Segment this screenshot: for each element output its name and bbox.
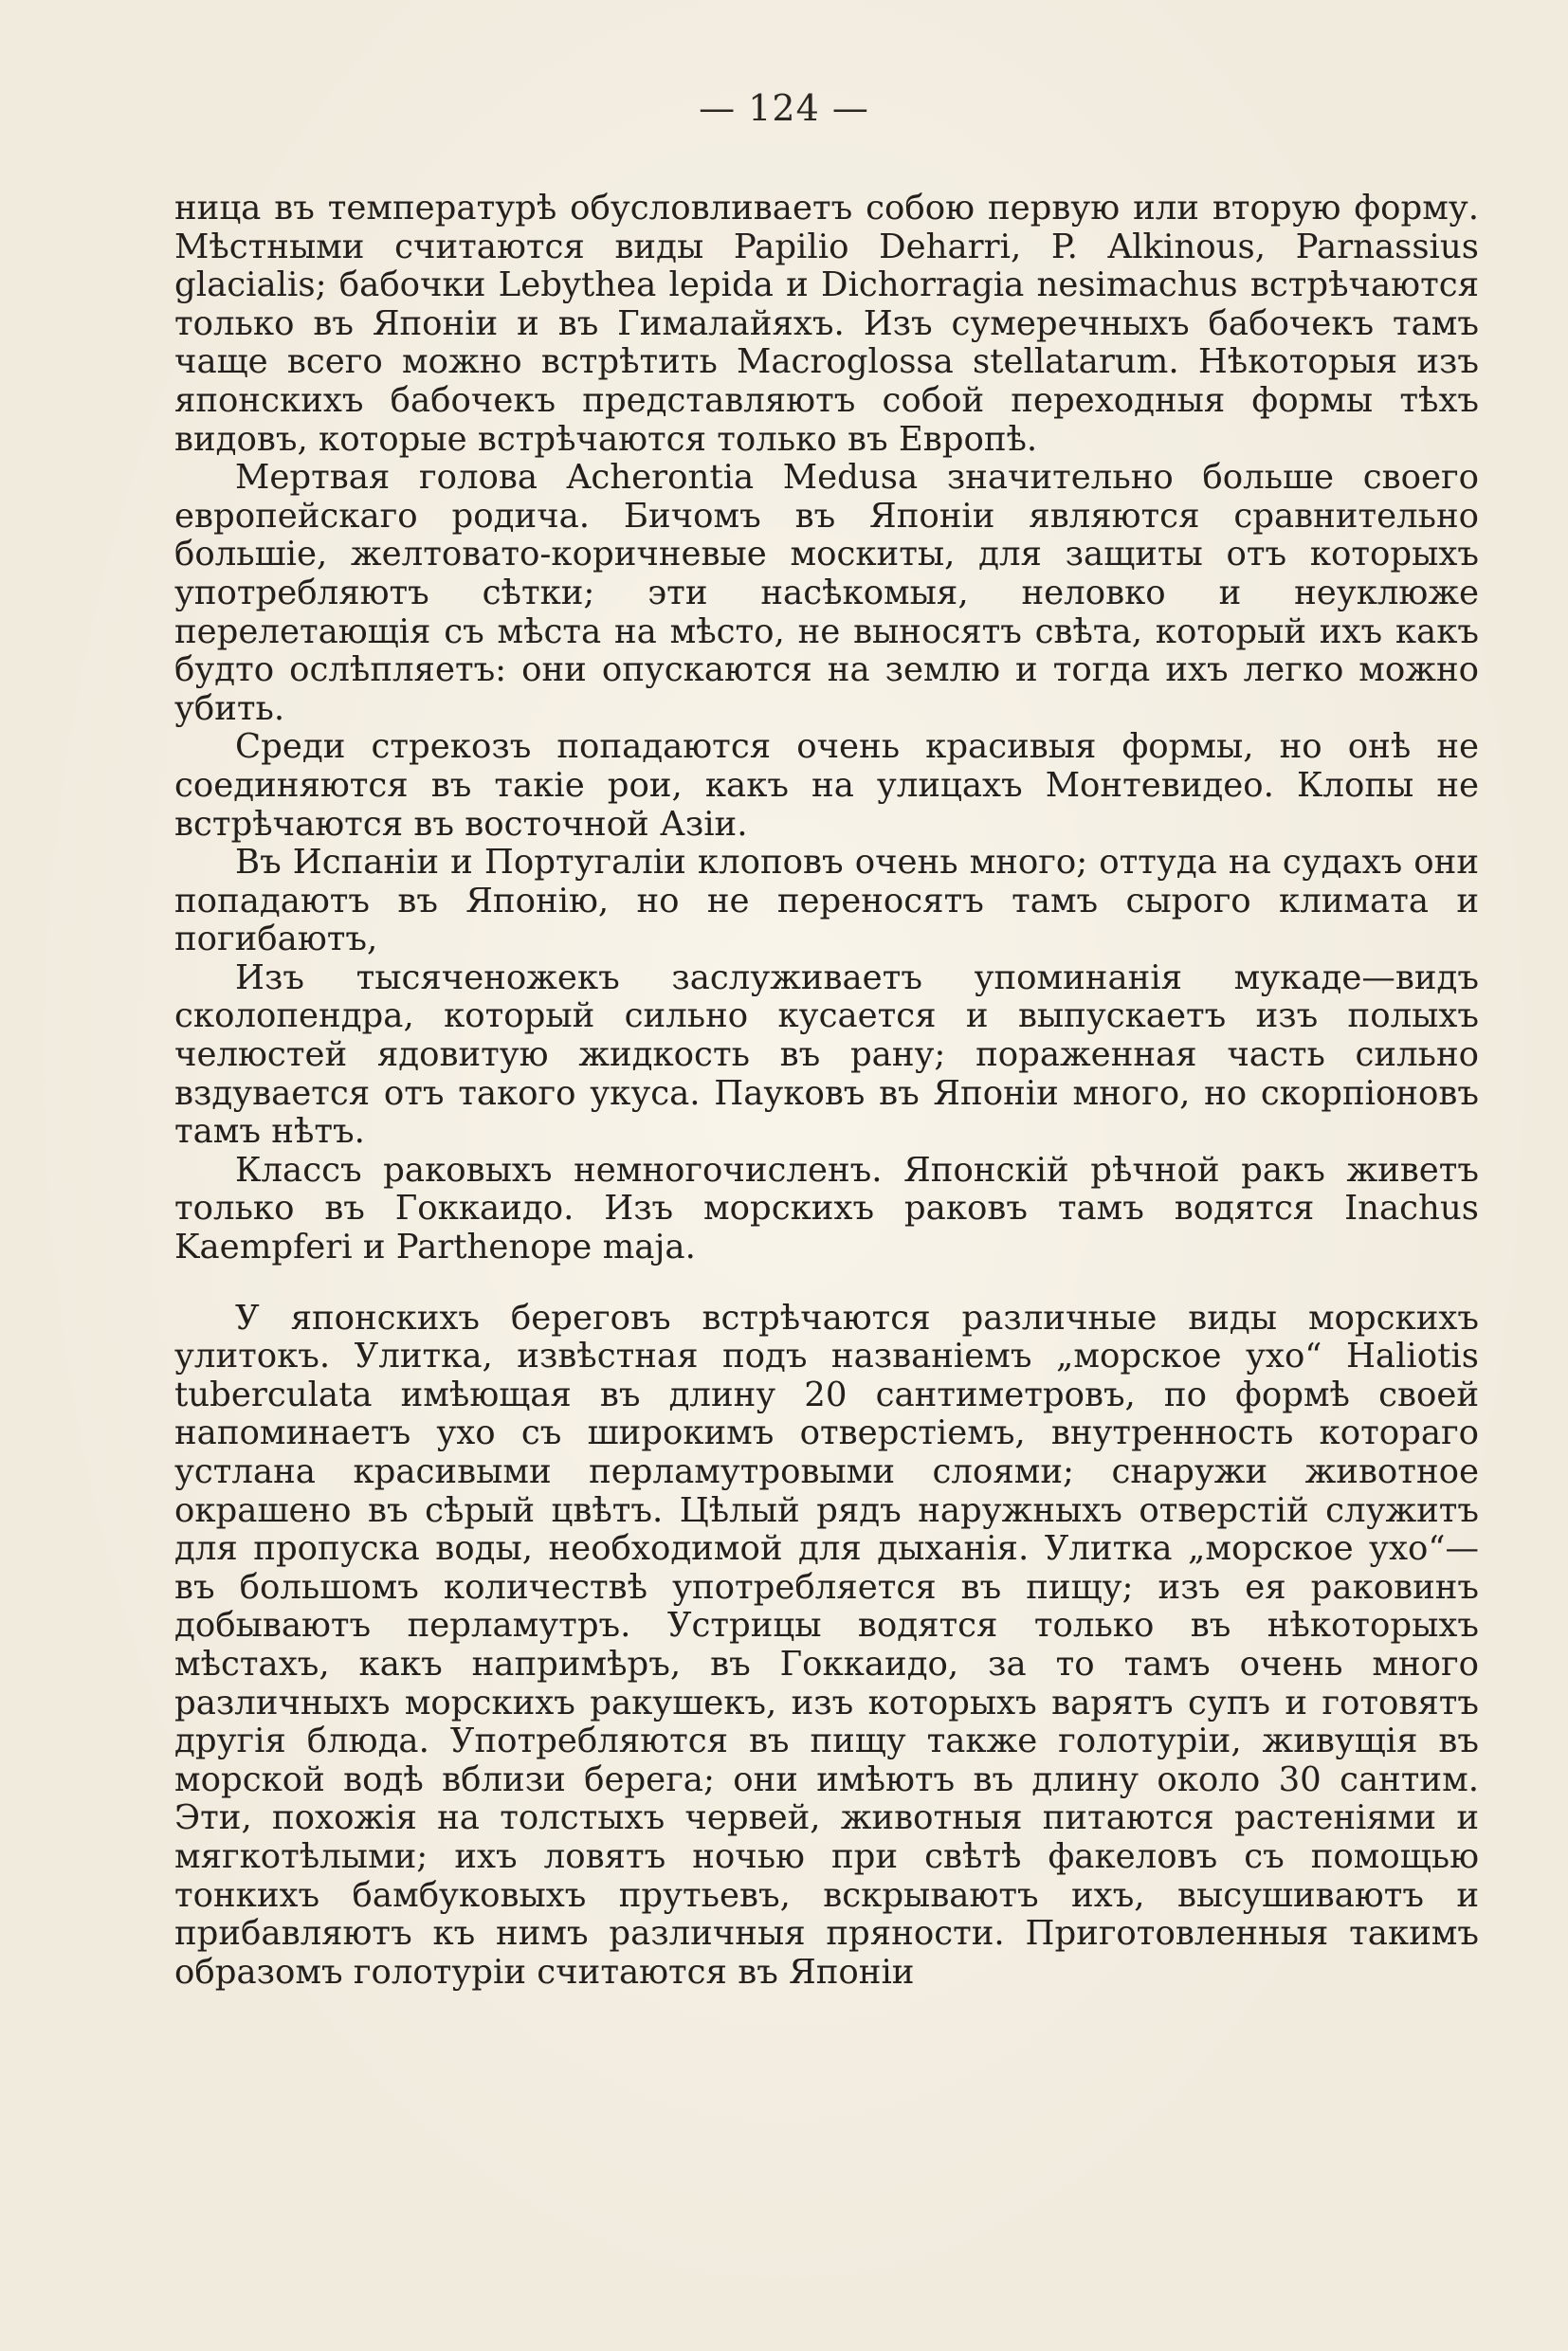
paragraph-2: Мертвая голова Acherontia Medusa значительно больше своего европейскаго родича. Бичомъ въ Японіи являются сравнительно большіе, желтовато-коричневые москиты, для защиты отъ которыхъ употребляютъ сѣтки; эти насѣкомыя, неловко и неуклюже перелетающія съ мѣста на мѣсто, не выносятъ свѣта, который ихъ какъ будто ослѣпляетъ: они опускаются на землю и тогда ихъ легко можно убить. (174, 458, 1479, 728)
paragraph-6: Классъ раковыхъ немногочисленъ. Японскій рѣчной ракъ живетъ только въ Гоккаидо. Изъ морскихъ раковъ тамъ водятся Inachus Kaempferi и Parthenope maja. (174, 1150, 1479, 1267)
paragraph-3: Среди стрекозъ попадаются очень красивыя формы, но онѣ не соединяются въ такіе рои, какъ на улицахъ Монтевидео. Клопы не встрѣчаются въ восточной Азіи. (174, 727, 1479, 844)
paragraph-5: Изъ тысяченожекъ заслуживаетъ упоминанія мукаде—видъ сколопендра, который сильно кусается и выпускаетъ изъ полыхъ челюстей ядовитую жидкость въ рану; пораженная часть сильно вздувается отъ такого укуса. Пауковъ въ Японіи много, но скорпіоновъ тамъ нѣтъ. (174, 957, 1479, 1152)
paragraph-7: У японскихъ береговъ встрѣчаются различные виды морскихъ улитокъ. Улитка, извѣстная подъ названіемъ „морское ухо“ Haliotis tuberculata имѣющая въ длину 20 сантиметровъ, по формѣ своей напоминаетъ ухо съ широкимъ отверстіемъ, внутренность котораго устлана красивыми перламутровыми слоями; снаружи животное окрашено въ сѣрый цвѣтъ. Цѣлый рядъ наружныхъ отверстій служитъ для пропуска воды, необходимой для дыханія. Улитка „морское ухо“—въ большомъ количествѣ употребляется въ пищу; изъ ея раковинъ добываютъ перламутръ. Устрицы водятся только въ нѣкоторыхъ мѣстахъ, какъ напримѣръ, въ Гоккаидо, за то тамъ очень много различныхъ морскихъ ракушекъ, изъ которыхъ варятъ супъ и готовятъ другія блюда. Употребляются въ пищу также голотуріи, живущія въ морской водѣ вблизи берега; они имѣютъ въ длину около 30 сантим. Эти, похожія на толстыхъ червей, животныя питаются растеніями и мягкотѣлыми; ихъ ловятъ ночью при свѣтѣ факеловъ съ помощью тонкихъ бамбуковыхъ прутьевъ, вскрываютъ ихъ, высушиваютъ и прибавляютъ къ нимъ различныя пряности. Приготовленныя такимъ образомъ голотуріи считаются въ Японіи (174, 1298, 1479, 1992)
body-text (174, 190, 1479, 1992)
paragraph-1: ница въ температурѣ обусловливаетъ собою первую или вторую форму. Мѣстными считаются виды Papilio Deharri, P. Alkinous, Parnassius glacialis; бабочки Lebythea lepida и Dichorragia nesimachus встрѣчаются только въ Японіи и въ Гималайяхъ. Изъ сумеречныхъ бабочекъ тамъ чаще всего можно встрѣтить Macroglossa stellatarum. Нѣкоторыя изъ японскихъ бабочекъ представляютъ собой переходныя формы тѣхъ видовъ, которые встрѣчаются только въ Европѣ. (174, 189, 1479, 459)
page-number: — 124 — (699, 87, 869, 129)
paragraph-4: Въ Испаніи и Португаліи клоповъ очень много; оттуда на судахъ они попадаютъ въ Японію, но не переносятъ тамъ сырого климата и погибаютъ, (174, 843, 1479, 959)
